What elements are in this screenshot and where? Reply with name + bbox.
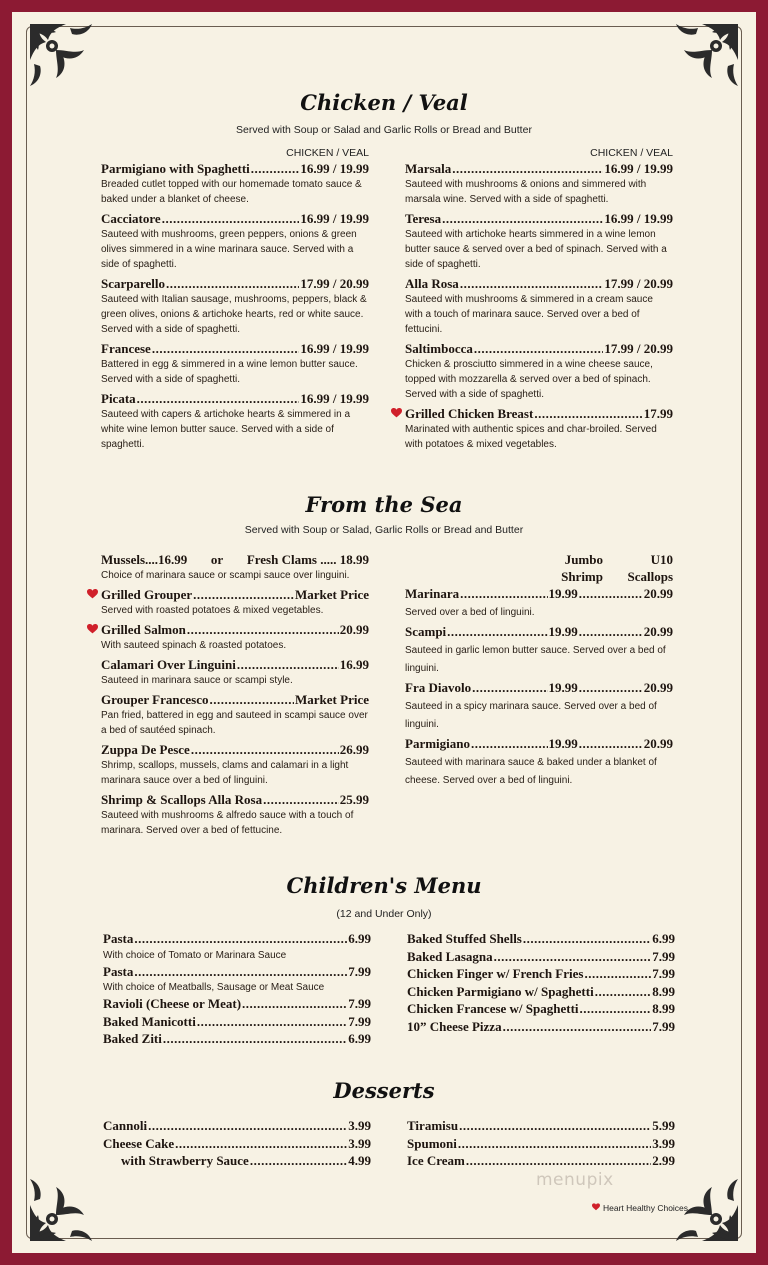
menu-item <box>101 390 369 452</box>
item-price-shrimp: 19.99 <box>548 736 578 751</box>
chicken-right-column <box>405 147 673 455</box>
menu-item <box>101 791 369 838</box>
dot-leader <box>503 1018 652 1036</box>
item-name: Grouper Francesco <box>101 692 209 707</box>
dot-leader <box>251 160 300 177</box>
item-price: 6.99 <box>348 1031 371 1046</box>
item-price-scallops: 20.99 <box>643 736 673 751</box>
item-description: Sauteed with artichoke hearts simmered in a wine lemon butter sauce & served over a bed of spinach. Served with a side of spaghetti. <box>405 229 667 270</box>
item-price: 2.99 <box>652 1153 675 1168</box>
item-or: or <box>210 552 224 567</box>
sea-subtitle: Served with Soup or Salad, Garlic Rolls or Bread and Butter <box>244 524 524 536</box>
desserts-right-column <box>407 1117 675 1170</box>
chicken-title: Chicken / Veal <box>300 90 468 115</box>
item-name: Teresa <box>405 211 442 226</box>
item-price: 7.99 <box>652 966 675 981</box>
header-jumbo: Jumbo <box>564 552 603 567</box>
menu-item <box>407 1135 675 1153</box>
menu-item <box>405 585 673 620</box>
item-price: 7.99 <box>348 963 371 979</box>
item-description: Chicken & prosciutto simmered in a wine cheese sauce, topped with mozzarella & served over a bed of spinach. Served with a side of spaghetti. <box>405 359 653 400</box>
item-name: Mussels....16.99 <box>101 552 188 567</box>
item-name: Scarparello <box>101 276 166 291</box>
item-price: 16.99 <box>339 657 369 672</box>
item-price: 7.99 <box>652 948 675 964</box>
dot-leader <box>494 948 652 966</box>
item-name: Pasta <box>103 931 134 946</box>
menu-item <box>405 735 673 788</box>
item-description: Sauteed with Italian sausage, mushrooms, peppers, black & green olives, onions & artichoke hearts, red or white sauce. Served with a side of spaghetti. <box>101 294 367 335</box>
item-price: 16.99 / 19.99 <box>300 211 369 226</box>
desserts-title: Desserts <box>333 1078 435 1103</box>
item-description: Sauteed with marinara sauce & baked under a blanket of cheese. Served over a bed of linguini. <box>405 757 657 786</box>
menu-item <box>407 965 675 983</box>
dot-leader <box>250 1152 347 1170</box>
item-name: Cheese Cake <box>103 1135 175 1151</box>
column-label: CHICKEN / VEAL <box>590 147 673 159</box>
item-price-shrimp: 19.99 <box>548 680 578 695</box>
menu-item <box>405 405 673 452</box>
item-description: Sauteed with mushrooms & simmered in a cream sauce with a touch of marinara sauce. Served over a bed of fettucini. <box>405 294 653 335</box>
item-description: With choice of Tomato or Marinara Sauce <box>103 949 287 961</box>
children-title: Children's Menu <box>286 873 482 898</box>
item-name: Calamari Over Linguini <box>101 657 236 672</box>
dot-leader <box>579 623 643 640</box>
dot-leader <box>163 1030 347 1048</box>
menu-item <box>407 948 675 966</box>
item-name: Marinara <box>405 586 460 601</box>
dot-leader <box>193 586 294 603</box>
menu-item <box>103 1135 371 1153</box>
item-name: Chicken Parmigiano w/ Spaghetti <box>407 983 594 999</box>
item-price: 7.99 <box>348 1013 371 1029</box>
item-price: 3.99 <box>348 1118 371 1133</box>
column-label: CHICKEN / VEAL <box>286 147 369 159</box>
menu-item <box>101 275 369 337</box>
flourish-corner-icon <box>26 1165 106 1245</box>
item-price-scallops: 20.99 <box>643 680 673 695</box>
item-price: 16.99 / 19.99 <box>300 341 369 356</box>
item-name: Ice Cream <box>407 1153 465 1168</box>
watermark-logo: menupix <box>536 1170 614 1190</box>
menu-item <box>103 1013 371 1031</box>
dot-leader <box>579 735 643 752</box>
item-name: Grilled Salmon <box>101 622 186 637</box>
item-price: 18.99 <box>339 552 369 567</box>
children-left-column <box>103 930 371 1048</box>
dot-leader <box>580 1000 652 1018</box>
item-description: Sauteed with mushrooms & onions and simmered with marsala wine. Served with a side of spaghetti. <box>405 179 647 205</box>
menu-item <box>407 1018 675 1036</box>
dot-leader <box>175 1135 347 1153</box>
dot-leader <box>460 275 604 292</box>
header-scallops: Scallops <box>627 569 673 584</box>
item-name: Baked Manicotti <box>103 1013 196 1029</box>
item-price: 3.99 <box>652 1135 675 1151</box>
price-column-headers <box>405 551 673 585</box>
item-name: Chicken Francese w/ Spaghetti <box>407 1001 579 1016</box>
dot-leader <box>466 1152 651 1170</box>
dot-leader <box>474 340 603 357</box>
dot-leader <box>134 963 347 981</box>
dot-leader <box>579 585 643 602</box>
dot-leader <box>242 995 347 1013</box>
menu-item <box>103 1117 371 1135</box>
item-price: Market Price <box>295 692 369 707</box>
item-price: 6.99 <box>348 931 371 946</box>
item-name: Cannoli <box>103 1118 148 1133</box>
item-price: 6.99 <box>652 931 675 946</box>
item-name: Francese <box>101 341 151 356</box>
item-price: 17.99 / 20.99 <box>604 276 673 291</box>
item-description: Sauteed in marinara sauce or scampi style. <box>101 675 293 686</box>
item-price: 20.99 <box>339 622 369 637</box>
item-name: Scampi <box>405 624 447 639</box>
item-name: Chicken Finger w/ French Fries <box>407 966 584 981</box>
item-description: Sauteed in garlic lemon butter sauce. Served over a bed of linguini. <box>405 645 666 674</box>
dot-leader <box>148 1117 347 1135</box>
item-description: Shrimp, scallops, mussels, clams and calamari in a light marinara sauce over a bed of linguini. <box>101 760 349 786</box>
flourish-corner-icon <box>26 20 106 100</box>
menu-item <box>101 586 369 618</box>
item-price: 17.99 / 20.99 <box>300 276 369 291</box>
item-name: Picata <box>101 391 136 406</box>
flourish-corner-icon <box>662 20 742 100</box>
item-price: 26.99 <box>339 742 369 757</box>
item-price-scallops: 20.99 <box>643 586 673 601</box>
dot-leader <box>162 210 300 227</box>
menu-item <box>103 995 371 1013</box>
item-description: Battered in egg & simmered in a wine lemon butter sauce. Served with a side of spaghetti. <box>101 359 358 385</box>
item-name: Alla Rosa <box>405 276 459 291</box>
header-shrimp: Shrimp <box>561 569 603 584</box>
item-name: Shrimp & Scallops Alla Rosa <box>101 792 263 807</box>
menu-item <box>103 930 371 963</box>
dot-leader <box>460 585 547 602</box>
item-price: 17.99 / 20.99 <box>604 341 673 356</box>
item-description: Sauteed with mushrooms, green peppers, onions & green olives simmered in a wine marinara sauce. Served with a side of spaghetti. <box>101 229 357 270</box>
dot-leader <box>458 1135 651 1153</box>
item-price: 16.99 / 19.99 <box>300 391 369 406</box>
legend-label: Heart Healthy Choices <box>603 1203 689 1213</box>
item-name: Baked Lasagna <box>407 948 493 964</box>
item-name: Grilled Chicken Breast <box>405 406 534 421</box>
item-description: Served over a bed of linguini. <box>405 607 535 618</box>
heart-icon <box>391 408 402 418</box>
item-price-shrimp: 19.99 <box>548 586 578 601</box>
item-price: 25.99 <box>339 792 369 807</box>
dot-leader <box>579 679 643 696</box>
heart-icon <box>87 589 98 599</box>
item-price: 5.99 <box>652 1118 675 1133</box>
dot-leader <box>209 691 294 708</box>
menu-item <box>101 621 369 653</box>
dot-leader <box>452 160 603 177</box>
children-subtitle: (12 and Under Only) <box>336 908 432 920</box>
item-name: Tiramisu <box>407 1118 459 1133</box>
item-price: 16.99 / 19.99 <box>604 211 673 226</box>
menu-item <box>405 340 673 402</box>
chicken-left-column <box>101 147 369 455</box>
item-description: Breaded cutlet topped with our homemade tomato sauce & baked under a blanket of cheese. <box>101 179 362 205</box>
item-price: Market Price <box>295 587 369 602</box>
dot-leader <box>534 405 642 422</box>
dot-leader <box>134 930 347 948</box>
item-name: Ravioli (Cheese or Meat) <box>103 996 242 1011</box>
menu-item <box>101 210 369 272</box>
dot-leader <box>166 275 299 292</box>
item-price: 16.99 / 19.99 <box>300 161 369 176</box>
item-name: Baked Stuffed Shells <box>407 931 522 946</box>
item-price: 16.99 / 19.99 <box>604 161 673 176</box>
dot-leader <box>442 210 603 227</box>
item-description: Pan fried, battered in egg and sauteed in scampi sauce over a bed of sautéed spinach. <box>101 710 368 736</box>
item-name: Baked Ziti <box>103 1031 162 1046</box>
desserts-left-column <box>103 1117 371 1170</box>
menu-item <box>103 963 371 996</box>
menu-item <box>407 1117 675 1135</box>
dot-leader <box>187 621 339 638</box>
dot-leader <box>197 1013 347 1031</box>
menu-item <box>103 1030 371 1048</box>
item-name: Parmigiano with Spaghetti <box>101 161 250 176</box>
children-right-column <box>407 930 675 1035</box>
item-name: Marsala <box>405 161 452 176</box>
item-name: Pasta <box>103 963 134 979</box>
item-price-shrimp: 19.99 <box>548 624 578 639</box>
dot-leader <box>152 340 300 357</box>
menu-item <box>407 930 675 948</box>
item-description: With sauteed spinach & roasted potatoes. <box>101 640 287 651</box>
dot-leader <box>191 741 339 758</box>
item-name: Fresh Clams ..... <box>246 552 337 567</box>
item-price: 8.99 <box>652 1001 675 1016</box>
menu-item <box>405 160 673 207</box>
menu-item <box>405 275 673 337</box>
dot-leader <box>523 930 651 948</box>
item-price: 7.99 <box>652 1018 675 1034</box>
item-price: 3.99 <box>348 1135 371 1151</box>
item-name: with Strawberry Sauce <box>121 1153 249 1168</box>
dot-leader <box>472 679 547 696</box>
item-name: Spumoni <box>407 1135 457 1151</box>
item-name: Parmigiano <box>405 736 470 751</box>
item-description: With choice of Meatballs, Sausage or Meat Sauce <box>103 982 325 993</box>
menu-item <box>407 1000 675 1018</box>
menu-item <box>101 656 369 688</box>
menu-item <box>101 160 369 207</box>
item-price: 8.99 <box>652 983 675 999</box>
item-description: Marinated with authentic spices and char-broiled. Served with potatoes & mixed vegetables. <box>405 424 657 450</box>
heart-icon <box>592 1203 600 1213</box>
menu-item <box>405 623 673 676</box>
item-price: 4.99 <box>348 1153 371 1168</box>
item-name: Grilled Grouper <box>101 587 193 602</box>
item-name: Fra Diavolo <box>405 680 472 695</box>
dot-leader <box>595 983 652 1001</box>
menu-item <box>405 210 673 272</box>
menu-item <box>101 551 369 583</box>
item-price: 7.99 <box>348 996 371 1011</box>
dot-leader <box>584 965 651 983</box>
item-description: Sauteed in a spicy marinara sauce. Served over a bed of linguini. <box>405 701 657 730</box>
heart-icon <box>87 624 98 634</box>
menu-item <box>101 691 369 738</box>
item-description: Sauteed with capers & artichoke hearts & simmered in a white wine lemon butter sauce. Served with a side of spaghetti. <box>101 409 351 450</box>
dot-leader <box>137 390 300 407</box>
sea-title: From the Sea <box>305 492 463 517</box>
item-name: Zuppa De Pesce <box>101 742 190 757</box>
menu-item <box>405 679 673 732</box>
menu-item <box>407 983 675 1001</box>
menu-item <box>101 741 369 788</box>
item-price: 17.99 <box>643 406 673 421</box>
dot-leader <box>447 623 547 640</box>
item-description: Sauteed with mushrooms & alfredo sauce with a touch of marinara. Served over a bed of fettucine. <box>101 810 354 836</box>
sea-left-column <box>101 551 369 841</box>
menu-item <box>103 1152 371 1170</box>
item-price-scallops: 20.99 <box>643 624 673 639</box>
header-u10: U10 <box>650 552 673 567</box>
sea-right-column <box>405 551 673 791</box>
item-name: 10” Cheese Pizza <box>407 1018 502 1034</box>
dot-leader <box>471 735 548 752</box>
item-name: Saltimbocca <box>405 341 473 356</box>
dot-leader <box>459 1117 651 1135</box>
dot-leader <box>263 791 339 808</box>
item-description: Choice of marinara sauce or scampi sauce over linguini. <box>101 570 350 581</box>
menu-item <box>101 340 369 387</box>
item-name: Cacciatore <box>101 211 161 226</box>
chicken-subtitle: Served with Soup or Salad and Garlic Rolls or Bread and Butter <box>236 124 532 136</box>
menu-item <box>407 1152 675 1170</box>
dot-leader <box>237 656 339 673</box>
item-description: Served with roasted potatoes & mixed vegetables. <box>101 605 324 616</box>
heart-healthy-legend <box>592 1203 688 1213</box>
